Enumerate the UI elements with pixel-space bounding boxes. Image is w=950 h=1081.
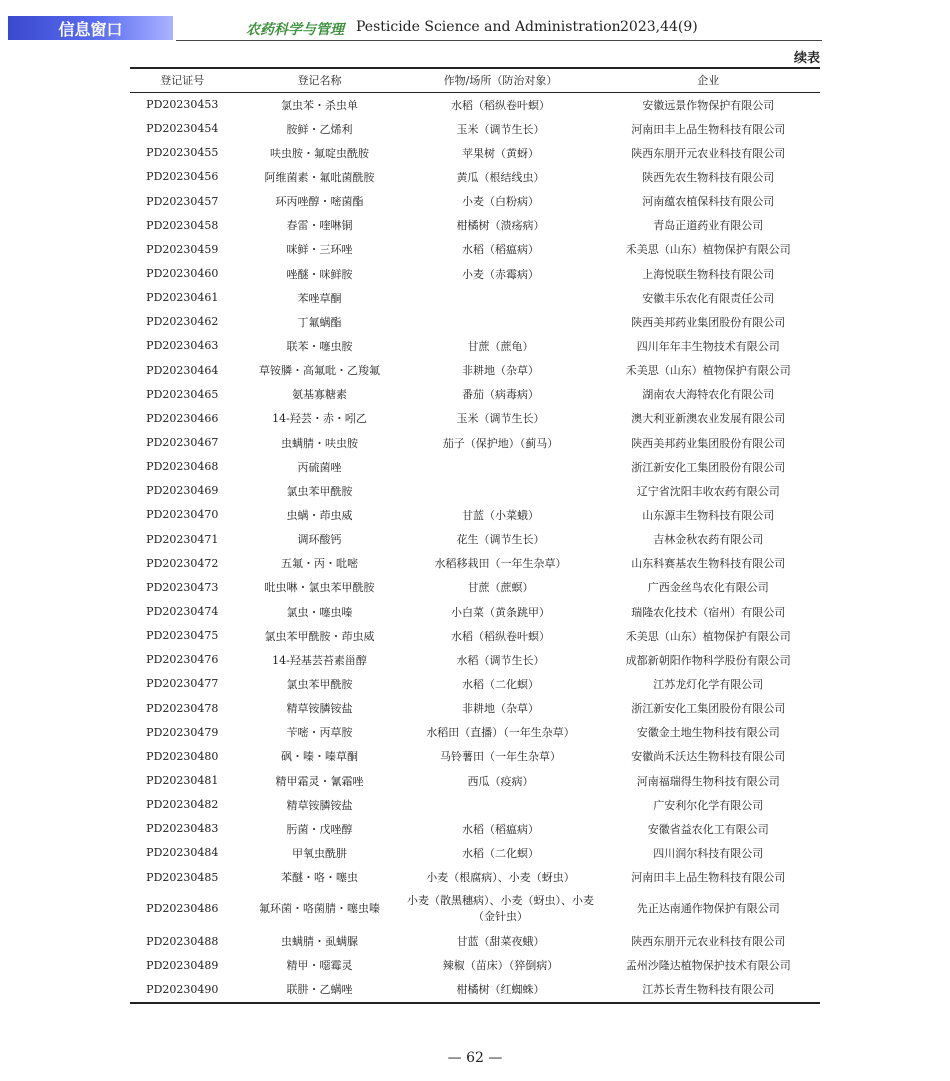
reg-name-cell: 调环酸钙: [297, 533, 342, 547]
cert-no-cell: PD20230473: [146, 580, 219, 594]
column-header-crop-target: 作物/场所（防治对象）: [404, 68, 596, 92]
crop-target-cell: 柑橘树（红蜘蛛）: [404, 977, 596, 1002]
table-row: [130, 430, 820, 454]
table-row: [130, 165, 820, 189]
crop-target-cell: [404, 286, 596, 310]
crop-target-cell: 茄子（保护地）（蓟马）: [442, 436, 559, 450]
table-row: [130, 889, 820, 929]
table-row: [130, 575, 820, 599]
reg-name-cell: 联肼・乙螨唑: [235, 977, 405, 1002]
cert-no-cell: PD20230453: [146, 98, 219, 112]
table-row: [130, 929, 820, 953]
table-row: [130, 261, 820, 285]
crop-target-cell: 小麦（根腐病）、小麦（蚜虫）: [426, 871, 575, 885]
company-cell: 河南蕴农植保科技有限公司: [642, 195, 775, 209]
crop-target-cell: 甘蓝（小菜蛾）: [461, 508, 539, 522]
continued-label: 续表: [793, 51, 820, 66]
crop-target-cell: 柑橘树（溃疡病）: [456, 219, 545, 233]
cert-no-cell: PD20230463: [146, 339, 219, 353]
page-header: [0, 0, 950, 44]
reg-name-cell: 虫螨・茚虫威: [286, 508, 353, 522]
reg-name-cell: 环丙唑醇・嘧菌酯: [275, 195, 364, 209]
cert-no-cell: PD20230485: [146, 870, 219, 884]
company-cell: 孟州沙隆达植物保护技术有限公司: [625, 959, 791, 973]
crop-target-cell: [404, 310, 596, 334]
company-cell: 四川年年丰生物技术有限公司: [636, 339, 780, 353]
crop-target-cell: 苹果树（黄蚜）: [461, 146, 539, 160]
table-row: [130, 213, 820, 237]
reg-name-cell: 氯虫苯甲酰胺・茚虫威: [264, 629, 375, 643]
cert-no-cell: PD20230468: [146, 460, 219, 474]
cert-no-cell: PD20230464: [146, 363, 219, 377]
cert-no-cell: PD20230470: [146, 508, 219, 522]
company-cell: 湖南农大海特农化有限公司: [642, 388, 775, 402]
company-cell: 浙江新安化工集团股份有限公司: [631, 702, 786, 716]
reg-name-cell: 苯唑草酮: [297, 291, 342, 305]
page-number: — 62 —: [447, 1050, 503, 1066]
reg-name-cell: 精甲霜灵・氰霜唑: [275, 774, 364, 788]
reg-name-cell: 唑醚・咪鲜胺: [286, 267, 353, 281]
table-row: [130, 977, 820, 1002]
column-header-reg-name: 登记名称: [235, 68, 405, 92]
reg-name-cell: 氟环菌・咯菌腈・噻虫嗪: [259, 902, 380, 916]
reg-name-cell: 精甲・噁霉灵: [286, 959, 353, 973]
company-cell: 禾美思（山东）植物保护有限公司: [625, 629, 791, 643]
table-row: [130, 358, 820, 382]
company-cell: 禾美思（山东）植物保护有限公司: [625, 364, 791, 378]
company-cell: 安徽省益农化工有限公司: [647, 822, 769, 836]
table-header-row: [130, 68, 820, 92]
table-row: [130, 551, 820, 575]
company-cell: 成都新朝阳作物科学股份有限公司: [625, 653, 791, 667]
company-cell: 江苏长青生物科技有限公司: [597, 977, 820, 1002]
company-cell: 广安利尔化学有限公司: [653, 798, 764, 812]
cert-no-cell: PD20230478: [146, 701, 219, 715]
crop-target-cell: 水稻（二化螟）: [461, 677, 539, 691]
crop-target-cell: 西瓜（疫病）: [467, 774, 534, 788]
table-row: [130, 92, 820, 117]
company-cell: 山东源丰生物科技有限公司: [642, 508, 775, 522]
crop-target-cell: [404, 455, 596, 479]
crop-target-cell: 水稻（稻瘟病）: [461, 822, 539, 836]
company-cell: 陕西东朋开元农业科技有限公司: [631, 935, 786, 949]
cert-no-cell: PD20230472: [146, 556, 219, 570]
cert-no-cell: PD20230482: [146, 798, 219, 812]
company-cell: 江苏龙灯化学有限公司: [653, 677, 764, 691]
table-row: [130, 648, 820, 672]
company-cell: 先正达南通作物保护有限公司: [636, 902, 780, 916]
reg-name-cell: 14-羟芸・赤・吲乙: [272, 412, 367, 426]
crop-target-cell: 水稻田（直播）（一年生杂草）: [426, 726, 575, 740]
reg-name-cell: 精草铵膦铵盐: [286, 702, 353, 716]
table-row: [130, 479, 820, 503]
table-row: [130, 455, 820, 479]
table-row: [130, 624, 820, 648]
cert-no-cell: PD20230460: [146, 267, 219, 281]
crop-target-cell: [404, 479, 596, 503]
table-row: [130, 953, 820, 977]
company-cell: 青岛正道药业有限公司: [653, 219, 764, 233]
journal-logo-text: 农药科学与管理: [246, 22, 344, 38]
table-row: [130, 696, 820, 720]
company-cell: 陕西先农生物科技有限公司: [642, 170, 775, 184]
reg-name-cell: 春雷・喹啉铜: [286, 219, 353, 233]
table-row: [130, 793, 820, 817]
company-cell: 陕西美邦药业集团股份有限公司: [631, 436, 786, 450]
crop-target-cell: 马铃薯田（一年生杂草）: [439, 750, 561, 764]
crop-target-cell: 花生（调节生长）: [456, 533, 545, 547]
table-row: [130, 720, 820, 744]
reg-name-cell: 氯虫苯・杀虫单: [281, 98, 358, 112]
table-row: [130, 841, 820, 865]
reg-name-cell: 咪鲜・三环唑: [286, 243, 353, 257]
table-row: [130, 865, 820, 889]
company-cell: 安徽尚禾沃达生物科技有限公司: [631, 750, 786, 764]
table-row: [130, 310, 820, 334]
issue-number: 2023,44(9): [620, 19, 698, 35]
company-cell: 安徽丰乐农化有限责任公司: [642, 291, 775, 305]
cert-no-cell: PD20230456: [146, 170, 219, 184]
company-cell: 上海悦联生物科技有限公司: [642, 267, 775, 281]
crop-target-cell: 玉米（调节生长）: [456, 122, 545, 136]
cert-no-cell: PD20230455: [146, 146, 219, 160]
cert-no-cell: PD20230462: [146, 315, 219, 329]
reg-name-cell: 砜・嗪・嗪草酮: [281, 750, 358, 764]
company-cell: 河南福瑞得生物科技有限公司: [636, 774, 780, 788]
crop-target-cell: 水稻（稻纵卷叶螟）: [450, 629, 550, 643]
reg-name-cell: 联苯・噻虫胺: [286, 339, 353, 353]
table-row: [130, 768, 820, 792]
crop-target-cell: 辣椒（苗床）（猝倒病）: [442, 959, 559, 973]
cert-no-cell: PD20230483: [146, 822, 219, 836]
company-cell: 广西金丝鸟农化有限公司: [647, 581, 769, 595]
cert-no-cell: PD20230467: [146, 436, 219, 450]
table-row: [130, 334, 820, 358]
table-row: [130, 817, 820, 841]
reg-name-cell: 氨基寡糖素: [292, 388, 347, 402]
reg-name-cell: 草铵膦・高氟吡・乙羧氟: [259, 364, 380, 378]
reg-name-cell: 丁氟螨酯: [297, 315, 342, 329]
table-header: [130, 68, 820, 92]
cert-no-cell: PD20230469: [146, 484, 219, 498]
company-cell: 吉林金秋农药有限公司: [653, 533, 764, 547]
company-cell: 河南田丰上品生物科技有限公司: [631, 871, 786, 885]
cert-no-cell: PD20230466: [146, 411, 219, 425]
company-cell: 陕西美邦药业集团股份有限公司: [631, 315, 786, 329]
reg-name-cell: 精草铵膦铵盐: [286, 798, 353, 812]
crop-target-cell: 水稻移栽田（一年生杂草）: [434, 557, 567, 571]
crop-target-cell: [404, 793, 596, 817]
cert-no-cell: PD20230465: [146, 387, 219, 401]
table-row: [130, 141, 820, 165]
crop-target-cell: 甘蓝（甜菜夜蛾）: [456, 935, 545, 949]
cert-no-cell: PD20230480: [146, 749, 219, 763]
crop-target-cell: 水稻（稻纵卷叶螟）: [450, 98, 550, 112]
reg-name-cell: 氯虫苯甲酰胺: [286, 677, 353, 691]
table-body: [130, 92, 820, 1003]
company-cell: 陕西东朋开元农业科技有限公司: [631, 146, 786, 160]
reg-name-cell: 肟菌・戊唑醇: [286, 822, 353, 836]
table-row: [130, 527, 820, 551]
cert-no-cell: PD20230457: [146, 194, 219, 208]
company-cell: 禾美思（山东）植物保护有限公司: [625, 243, 791, 257]
reg-name-cell: 苯醚・咯・噻虫: [281, 871, 358, 885]
reg-name-cell: 呋虫胺・氟啶虫酰胺: [270, 146, 369, 160]
cert-no-cell: PD20230458: [146, 218, 219, 232]
reg-name-cell: 丙硫菌唑: [297, 460, 342, 474]
crop-target-cell: 甘蔗（蔗龟）: [467, 339, 534, 353]
cert-no-cell: PD20230477: [146, 677, 219, 691]
company-cell: 澳大利亚新澳农业发展有限公司: [631, 412, 786, 426]
cert-no-cell: PD20230475: [146, 629, 219, 643]
reg-name-cell: 阿维菌素・氟吡菌酰胺: [264, 170, 375, 184]
reg-name-cell: 氯虫苯甲酰胺: [286, 484, 353, 498]
crop-target-cell: 番茄（病毒病）: [461, 388, 539, 402]
company-cell: 安徽金土地生物科技有限公司: [636, 726, 780, 740]
column-header-company: 企业: [597, 68, 820, 92]
registration-table: [130, 67, 820, 1004]
company-cell: 四川润尔科技有限公司: [653, 846, 764, 860]
company-cell: 瑞隆农化技术（宿州）有限公司: [631, 605, 786, 619]
cert-no-cell: PD20230454: [146, 122, 219, 136]
crop-target-cell: 小麦（赤霉病）: [461, 267, 539, 281]
reg-name-cell: 氯虫・噻虫嗪: [286, 605, 353, 619]
company-cell: 山东科赛基农生物科技有限公司: [631, 557, 786, 571]
cert-no-cell: PD20230484: [146, 846, 219, 860]
company-cell: 安徽远景作物保护有限公司: [642, 98, 775, 112]
reg-name-cell: 虫螨腈・呋虫胺: [281, 436, 358, 450]
crop-target-cell: 小白菜（黄条跳甲）: [450, 605, 550, 619]
table-row: [130, 382, 820, 406]
cert-no-cell: PD20230489: [146, 958, 219, 972]
company-cell: 浙江新安化工集团股份有限公司: [631, 460, 786, 474]
table-row: [130, 744, 820, 768]
cert-no-cell: PD20230481: [146, 774, 219, 787]
reg-name-cell: 14-羟基芸苔素甾醇: [272, 653, 367, 667]
crop-target-cell: 水稻（稻瘟病）: [461, 243, 539, 257]
crop-target-cell: 玉米（调节生长）: [456, 412, 545, 426]
table-row: [130, 599, 820, 623]
table-row: [130, 672, 820, 696]
cert-no-cell: PD20230479: [146, 725, 219, 739]
table-row: [130, 286, 820, 310]
table-row: [130, 189, 820, 213]
cert-no-cell: PD20230461: [146, 291, 219, 305]
reg-name-cell: 甲氧虫酰肼: [292, 846, 347, 860]
crop-target-cell: 黄瓜（根结线虫）: [456, 170, 545, 184]
cert-no-cell: PD20230488: [146, 934, 219, 948]
reg-name-cell: 虫螨腈・虱螨脲: [281, 935, 358, 949]
cert-no-cell: PD20230474: [146, 605, 219, 619]
crop-target-cell: 水稻（调节生长）: [456, 653, 545, 667]
column-header-cert-no: 登记证号: [130, 68, 235, 92]
crop-target-cell: 非耕地（杂草）: [461, 702, 539, 716]
company-cell: 辽宁省沈阳丰收农药有限公司: [636, 484, 780, 498]
reg-name-cell: 苄嘧・丙草胺: [286, 726, 353, 740]
crop-target-cell: 小麦（白粉病）: [461, 195, 539, 209]
reg-name-cell: 五氟・丙・吡嘧: [281, 557, 358, 571]
table-row: [130, 406, 820, 430]
table-row: [130, 117, 820, 141]
cert-no-cell: PD20230490: [130, 977, 235, 1002]
journal-title: Pesticide Science and Administration: [356, 19, 621, 35]
crop-target-cell: 水稻（二化螟）: [461, 846, 539, 860]
cert-no-cell: PD20230486: [146, 902, 219, 916]
cert-no-cell: PD20230476: [146, 653, 219, 667]
company-cell: 河南田丰上品生物科技有限公司: [631, 122, 786, 136]
section-tab: 信息窗口: [8, 16, 173, 40]
table-row: [130, 237, 820, 261]
crop-target-cell: 非耕地（杂草）: [461, 364, 539, 378]
crop-target-cell: 小麦（散黑穗病）、小麦（蚜虫）、小麦（金针虫）: [406, 894, 594, 924]
header-rule: [176, 40, 822, 41]
cert-no-cell: PD20230459: [146, 242, 219, 256]
crop-target-cell: 甘蔗（蔗螟）: [467, 581, 534, 595]
cert-no-cell: PD20230471: [146, 532, 219, 546]
reg-name-cell: 胺鲜・乙烯利: [286, 122, 353, 136]
reg-name-cell: 吡虫啉・氯虫苯甲酰胺: [264, 581, 375, 595]
table-row: [130, 503, 820, 527]
